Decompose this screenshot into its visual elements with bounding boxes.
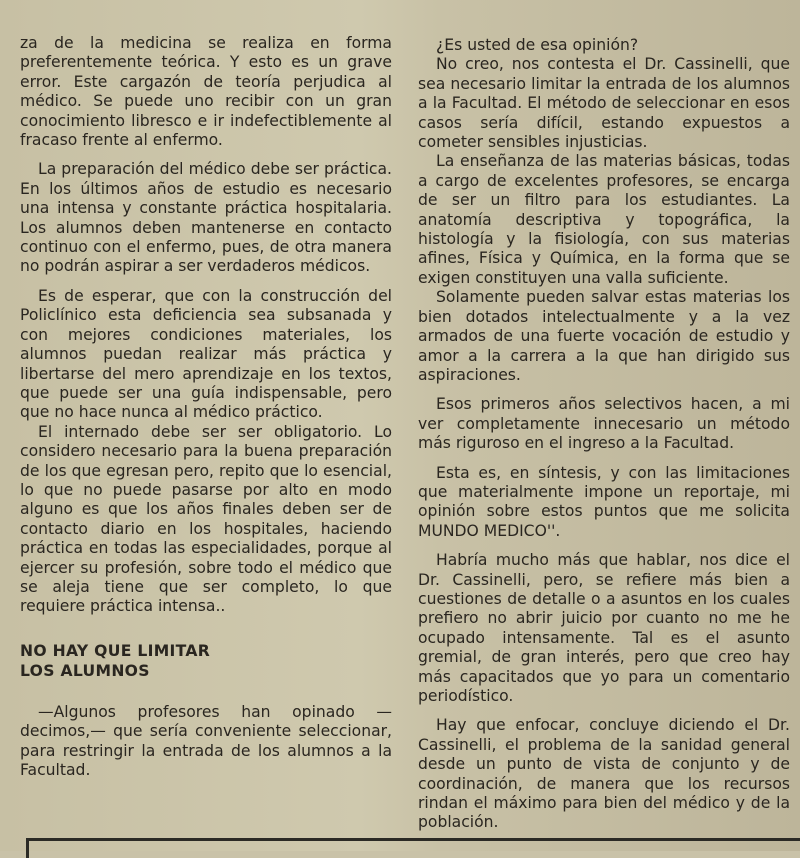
paragraph: No creo, nos contesta el Dr. Cassinelli, que sea necesario limitar la entrada de los alumnos a la Facultad. El método de seleccionar en esos casos sería difícil, estando expuestos a cometer sensibles injusticias. xyxy=(418,55,790,152)
paragraph: ¿Es usted de esa opinión? xyxy=(436,36,639,54)
paragraph: za de la medicina se realiza en forma preferentemente teórica. Y esto es un grave error. Este cargazón de teoría perjudica al médico. Se puede uno recibir con un gran conocimiento libresco e ir indefectiblemente al fracaso frente al enfermo. xyxy=(20,34,392,150)
paragraph: Es de esperar, que con la construcción del Policlínico esta deficiencia sea subsanada y con mejores condiciones materiales, los alumnos puedan realizar más práctica y libertarse del mero aprendizaje en los textos, que puede ser una guía indispensable, pero que no hace nunca al médico práctico. xyxy=(20,286,392,422)
left-column xyxy=(20,34,392,780)
paragraph: El internado debe ser ser obligatorio. Lo considero necesario para la buena preparación de los que egresan pero, repito que lo esencial, lo que no puede pasarse por alto en modo alguno es que los años finales deben ser de contacto diario en los hospitales, haciendo práctica en todas las especialidades, porque al ejercer su profesión, sobre todo el médico que se aleja tiene que ser completo, lo que requiere práctica intensa.. xyxy=(20,422,392,616)
paragraph: La enseñanza de las materias básicas, todas a cargo de excelentes profesores, se encarga de ser un filtro para los estudiantes. La anatomía descriptiva y topográfica, la histología y la fisiología, con sus materias afines, Física y Química, en la forma que se exigen constituyen una valla suficiente. xyxy=(418,152,790,287)
paragraph: Habría mucho más que hablar, nos dice el Dr. Cassinelli, pero, se refiere más bien a cuestiones de detalle o a asuntos en los cuales prefiero no abrir juicio por cuanto no me he ocupado intensamente. Tal es el asunto gremial, de gran interés, pero que creo hay más capacitados que yo para un comentario periodístico. xyxy=(418,551,790,705)
section-heading xyxy=(20,641,392,681)
section-heading-line: LOS ALUMNOS xyxy=(20,661,150,680)
bottom-border-corner xyxy=(26,838,29,858)
paragraph: Hay que enfocar, concluye diciendo el Dr. Cassinelli, el problema de la sanidad general desde un punto de vista de conjunto y de coordinación, de manera que los recursos rindan el máximo para bien del médico y de la población. xyxy=(418,716,790,832)
section-heading-line: NO HAY QUE LIMITAR xyxy=(20,641,211,660)
bottom-border-rule xyxy=(26,838,800,841)
paragraph: Esta es, en síntesis, y con las limitaciones que materialmente impone un reportaje, mi opinión sobre estos puntos que me solicita MUNDO MEDICO''. xyxy=(418,463,790,540)
paragraph: —Algunos profesores han opinado —decimos,— que sería conveniente seleccionar, para restringir la entrada de los alumnos a la Facultad. xyxy=(20,702,392,779)
paragraph: Solamente pueden salvar estas materias los bien dotados intelectualmente y a la vez armados de una fuerte vocación de estudio y amor a la carrera a la que han dirigido sus aspiraciones. xyxy=(418,288,790,384)
paragraph: Esos primeros años selectivos hacen, a mi ver completamente innecesario un método más riguroso en el ingreso a la Facultad. xyxy=(418,395,790,453)
right-column xyxy=(418,36,790,833)
paragraph: La preparación del médico debe ser práctica. En los últimos años de estudio es necesario una intensa y constante práctica hospitalaria. Los alumnos deben mantenerse en contacto continuo con el enfermo, pues, de otra manera no podrán aspirar a ser verdaderos médicos. xyxy=(20,160,392,276)
